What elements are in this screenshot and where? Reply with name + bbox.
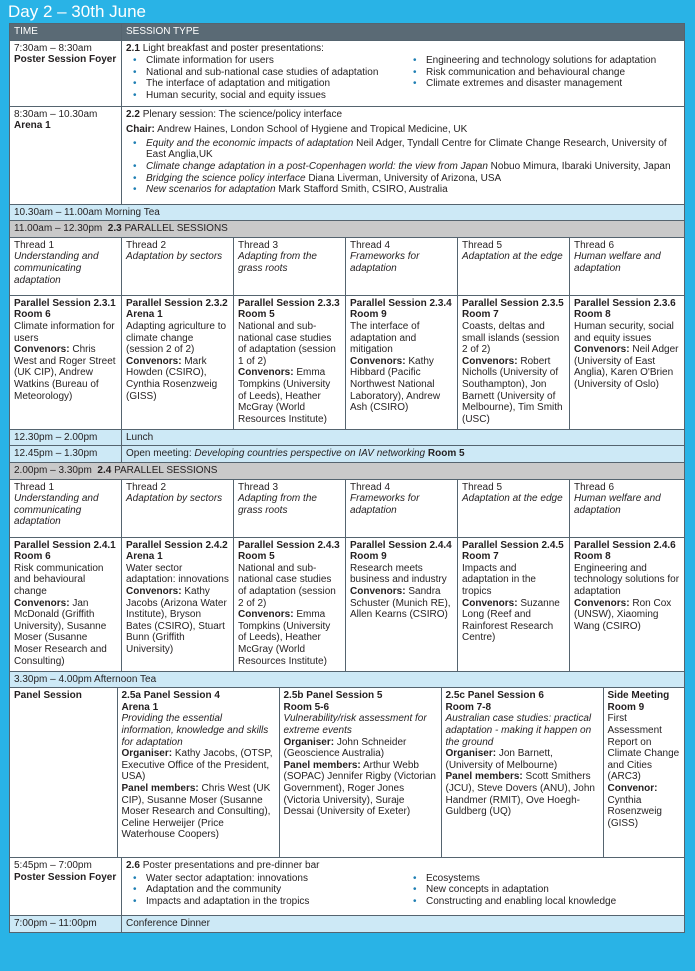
list-item: • Ecosystems bbox=[406, 873, 680, 885]
topic-list bbox=[126, 873, 680, 908]
session-title: Parallel Session 2.4.4 bbox=[350, 539, 452, 551]
panel-container bbox=[10, 688, 685, 858]
list-item: • Impacts and adaptation in the tropics bbox=[126, 896, 400, 908]
session-title: Parallel Session 2.3.2 bbox=[126, 297, 228, 309]
session-title: Parallel Session 2.3.5 bbox=[462, 297, 564, 309]
thread-name: Human welfare and adaptation bbox=[574, 251, 661, 274]
session-topic: National and sub-national case studies of adaptation (session 2 of 2) bbox=[238, 562, 336, 609]
thread-row bbox=[10, 479, 685, 537]
schedule-table bbox=[9, 23, 685, 933]
panel-title: 2.5c Panel Session 6 bbox=[445, 690, 544, 702]
panel-topic: Providing the essential information, knowledge and skills for adaptation bbox=[121, 713, 269, 748]
panel-title: 2.5a Panel Session 4 bbox=[121, 690, 220, 702]
morning-tea: 10.30am – 11.00am Morning Tea bbox=[10, 204, 685, 221]
side-meeting bbox=[603, 688, 685, 857]
list-item: • The interface of adaptation and mitigation bbox=[126, 78, 400, 90]
session-cell bbox=[570, 295, 685, 429]
session-title: Parallel Session 2.3.4 bbox=[350, 297, 452, 309]
panel-members-label: Panel members: bbox=[445, 771, 523, 783]
thread-name: Human welfare and adaptation bbox=[574, 493, 661, 516]
session-room: Room 9 bbox=[350, 309, 387, 321]
thread-cell bbox=[458, 237, 570, 295]
thread-name: Adaptation at the edge bbox=[462, 493, 563, 505]
thread-cell bbox=[122, 237, 234, 295]
time-text: 2.00pm – 3.30pm bbox=[14, 464, 92, 476]
talk-speaker: Diana Liverman, University of Arizona, USA bbox=[308, 172, 502, 184]
organiser: Kathy Jacobs, (OTSP, Executive Office of the President, USA) bbox=[121, 748, 273, 783]
side-meeting-room: Room 9 bbox=[607, 701, 645, 713]
time-header: TIME bbox=[10, 24, 122, 41]
session-room: Room 7 bbox=[462, 309, 499, 321]
session-2-6 bbox=[122, 858, 685, 916]
parallel-2-3-row bbox=[10, 221, 685, 238]
thread-label: Thread 3 bbox=[238, 481, 279, 493]
time-text: 7:30am – 8:30am bbox=[14, 42, 92, 54]
venue: Poster Session Foyer bbox=[14, 54, 117, 66]
list-item: • Climate extremes and disaster management bbox=[406, 78, 680, 90]
session-title: Parallel Session 2.4.2 bbox=[126, 539, 228, 551]
open-meeting-room: Room 5 bbox=[427, 448, 465, 460]
session-topic: Water sector adaptation: innovations bbox=[126, 562, 229, 586]
session-topic: National and sub-national case studies of adaptation (session 1 of 2) bbox=[238, 320, 336, 367]
parallel-2-3-sessions bbox=[10, 295, 685, 429]
thread-label: Thread 2 bbox=[126, 239, 167, 251]
thread-label: Thread 6 bbox=[574, 239, 615, 251]
session-desc: PARALLEL SESSIONS bbox=[124, 223, 228, 235]
time-text: 8:30am – 10.30am bbox=[14, 108, 98, 120]
session-room: Room 9 bbox=[350, 551, 387, 563]
thread-name: Understanding and communicating adaptation bbox=[14, 251, 99, 286]
open-meeting-label: Open meeting: bbox=[126, 448, 192, 460]
thread-label: Thread 1 bbox=[14, 481, 55, 493]
thread-label: Thread 1 bbox=[14, 239, 55, 251]
session-desc: Plenary session: The science/policy interface bbox=[142, 108, 343, 120]
session-number: 2.2 bbox=[126, 108, 140, 120]
time-text: 11.00am – 12.30pm bbox=[14, 223, 103, 235]
time-cell bbox=[10, 40, 122, 106]
list-item bbox=[126, 138, 680, 161]
talk-title: Bridging the science policy interface bbox=[146, 172, 306, 184]
list-item: • Engineering and technology solutions for adaptation bbox=[406, 55, 680, 67]
panel-members-label: Panel members: bbox=[121, 782, 199, 794]
convenors-label: Convenors: bbox=[350, 355, 406, 367]
afternoon-tea: 3.30pm – 4.00pm Afternoon Tea bbox=[10, 671, 685, 688]
thread-cell bbox=[570, 479, 685, 537]
session-cell bbox=[234, 537, 346, 671]
chair-label: Chair: bbox=[126, 124, 155, 136]
panel-members: Chris West (UK CIP), Susanne Moser (Susanne Moser Research and Consulting), Celine Herweijer (Price Waterhouse Coopers) bbox=[121, 782, 271, 841]
session-cell bbox=[458, 537, 570, 671]
panel-b bbox=[279, 688, 441, 857]
convenors: Suzanne Long (Reef and Rainforest Research Centre) bbox=[462, 597, 560, 644]
dinner-label: Conference Dinner bbox=[122, 916, 685, 933]
session-number: 2.1 bbox=[126, 42, 140, 54]
session-title: Parallel Session 2.4.3 bbox=[238, 539, 340, 551]
session-2-1 bbox=[122, 40, 685, 106]
session-desc: PARALLEL SESSIONS bbox=[114, 464, 218, 476]
list-item bbox=[126, 184, 680, 196]
session-type-header: SESSION TYPE bbox=[122, 24, 685, 41]
header-row bbox=[10, 24, 685, 41]
talk-list bbox=[126, 138, 680, 196]
convenors: Ron Cox (UNSW), Xiaoming Wang (CSIRO) bbox=[574, 597, 672, 632]
list-item: • National and sub-national case studies of adaptation bbox=[126, 67, 400, 79]
list-item: • Water sector adaptation: innovations bbox=[126, 873, 400, 885]
open-meeting-title: Developing countries perspective on IAV networking bbox=[194, 448, 426, 460]
convenors: Sandra Schuster (Munich RE), Allen Kearns (CSIRO) bbox=[350, 585, 451, 621]
dinner-row bbox=[10, 916, 685, 933]
session-topic: Human security, social and equity issues bbox=[574, 320, 674, 344]
talk-speaker: Neil Adger, Tyndall Centre for Climate Change Research, University of East Anglia,UK bbox=[146, 137, 667, 161]
topic-list bbox=[126, 55, 680, 101]
thread-label: Thread 2 bbox=[126, 481, 167, 493]
session-cell bbox=[234, 295, 346, 429]
list-item: • Risk communication and behavioural change bbox=[406, 67, 680, 79]
session-room: Room 8 bbox=[574, 309, 611, 321]
talk-title: Climate change adaptation in a post-Copenhagen world: the view from Japan bbox=[146, 160, 488, 172]
panel-title: 2.5b Panel Session 5 bbox=[283, 690, 383, 702]
time-text: 12.30pm – 2.00pm bbox=[10, 429, 122, 446]
session-topic: Engineering and technology solutions for adaptation bbox=[574, 562, 680, 597]
time-cell bbox=[10, 858, 122, 916]
parallel-2-3-header bbox=[10, 221, 685, 238]
session-room: Arena 1 bbox=[126, 551, 163, 563]
session-desc: Light breakfast and poster presentations: bbox=[142, 42, 324, 54]
session-topic: Coasts, deltas and small islands (session 2 of 2) bbox=[462, 320, 560, 356]
talk-title: New scenarios for adaptation bbox=[146, 184, 276, 196]
thread-label: Thread 4 bbox=[350, 239, 391, 251]
convenors-label: Convenors: bbox=[238, 367, 294, 379]
convenors-label: Convenors: bbox=[126, 355, 182, 367]
organiser: Jon Barnett, (University of Melbourne) bbox=[445, 748, 558, 771]
thread-cell bbox=[346, 479, 458, 537]
lunch-label: Lunch bbox=[122, 429, 685, 446]
convenors: Kathy Jacobs (Arizona Water Institute), Bryson Bates (CSIRO), Stuart Bunn (Griffith University) bbox=[126, 585, 227, 655]
session-number: 2.4 bbox=[97, 464, 112, 476]
chair-name: Andrew Haines, London School of Hygiene and Tropical Medicine, UK bbox=[157, 124, 468, 136]
time-cell bbox=[10, 106, 122, 204]
convenors: Kathy Hibbard (Pacific Northwest National Laboratory), Andrew Ash (CSIRO) bbox=[350, 355, 441, 414]
panel-cells bbox=[10, 688, 685, 857]
venue: Poster Session Foyer bbox=[14, 871, 117, 883]
thread-label: Thread 6 bbox=[574, 481, 615, 493]
parallel-2-4-row bbox=[10, 462, 685, 479]
convenors: Robert Nicholls (University of Southampton), Jon Barnett (University of Melbourne), Tim Smith (USC) bbox=[462, 355, 563, 425]
convenors: Emma Tompkins (University of Leeds), Heather McGray (World Resources Institute) bbox=[238, 367, 331, 425]
session-room: Room 5 bbox=[238, 309, 275, 321]
thread-name: Understanding and communicating adaptation bbox=[14, 493, 99, 528]
session-topic: Research meets business and industry bbox=[350, 562, 447, 586]
thread-label: Thread 4 bbox=[350, 481, 391, 493]
thread-cell bbox=[122, 479, 234, 537]
panel-room: Room 5-6 bbox=[283, 701, 330, 713]
convenors-label: Convenors: bbox=[462, 355, 518, 367]
panel-members: Arthur Webb (SOPAC) Jennifer Rigby (Victorian Government), Roger Jones (Victoria University), Suraje Dessai (University of Exeter) bbox=[283, 759, 436, 818]
thread-cell bbox=[10, 479, 122, 537]
convenors-label: Convenors: bbox=[350, 585, 406, 597]
thread-cell bbox=[346, 237, 458, 295]
thread-name: Adaptation by sectors bbox=[126, 493, 223, 505]
convenors: Emma Tompkins (University of Leeds), Heather McGray (World Resources Institute) bbox=[238, 609, 331, 667]
lunch-row bbox=[10, 429, 685, 446]
convenors: Mark Howden (CSIRO), Cynthia Rosenzweig (GISS) bbox=[126, 355, 218, 402]
panel-c bbox=[441, 688, 603, 857]
convenors-label: Convenors: bbox=[238, 609, 294, 621]
session-topic: Risk communication and behavioural change bbox=[14, 562, 104, 597]
thread-name: Frameworks for adaptation bbox=[350, 251, 420, 274]
organiser-label: Organiser: bbox=[445, 748, 497, 760]
session-cell bbox=[122, 537, 234, 671]
session-2-2-row bbox=[10, 106, 685, 204]
session-room: Room 6 bbox=[14, 309, 51, 321]
thread-label: Thread 5 bbox=[462, 239, 503, 251]
session-cell bbox=[346, 537, 458, 671]
panel-label: Panel Session bbox=[14, 690, 82, 702]
session-number: 2.6 bbox=[126, 860, 140, 872]
panel-room: Arena 1 bbox=[121, 701, 159, 713]
thread-cell bbox=[458, 479, 570, 537]
talk-speaker: Mark Stafford Smith, CSIRO, Australia bbox=[278, 184, 448, 196]
convenors-label: Convenors: bbox=[574, 597, 630, 609]
convenors-label: Convenors: bbox=[462, 597, 518, 609]
side-meeting-title: Side Meeting bbox=[607, 690, 670, 702]
thread-name: Frameworks for adaptation bbox=[350, 493, 420, 516]
convenors: Neil Adger (University of East Anglia), Karen O'Brien (University of Oslo) bbox=[574, 344, 679, 390]
time-text: 12.45pm – 1.30pm bbox=[10, 446, 122, 463]
open-meeting-row bbox=[10, 446, 685, 463]
panel-row bbox=[10, 688, 685, 858]
session-title: Parallel Session 2.4.6 bbox=[574, 539, 676, 551]
page-title: Day 2 – 30th June bbox=[8, 2, 146, 21]
list-item: • Constructing and enabling local knowledge bbox=[406, 896, 680, 908]
thread-cell bbox=[234, 237, 346, 295]
organiser-label: Organiser: bbox=[121, 748, 173, 760]
convenors-label: Convenors: bbox=[14, 344, 70, 356]
convenor: Cynthia Rosenzweig (GISS) bbox=[607, 794, 662, 829]
list-item: • Climate information for users bbox=[126, 55, 400, 67]
panel-a bbox=[117, 688, 279, 857]
session-2-6-row bbox=[10, 858, 685, 916]
thread-name: Adaptation at the edge bbox=[462, 251, 563, 263]
session-2-1-row bbox=[10, 40, 685, 106]
session-cell bbox=[122, 295, 234, 429]
session-cell bbox=[10, 295, 122, 429]
session-title: Parallel Session 2.3.3 bbox=[238, 297, 340, 309]
session-topic: Impacts and adaptation in the tropics bbox=[462, 562, 536, 597]
session-2-2 bbox=[122, 106, 685, 204]
time-text: 7:00pm – 11:00pm bbox=[10, 916, 122, 933]
session-topic: Climate information for users bbox=[14, 320, 115, 344]
list-item: • Human security, social and equity issues bbox=[126, 90, 400, 102]
session-cell bbox=[570, 537, 685, 671]
list-item bbox=[126, 161, 680, 173]
convenors-label: Convenors: bbox=[574, 344, 630, 356]
thread-name: Adapting from the grass roots bbox=[238, 493, 317, 516]
panel-members-label: Panel members: bbox=[283, 759, 361, 771]
session-desc: Poster presentations and pre-dinner bar bbox=[142, 860, 320, 872]
panel-table bbox=[10, 688, 685, 857]
thread-label: Thread 3 bbox=[238, 239, 279, 251]
session-number: 2.3 bbox=[107, 223, 122, 235]
session-title: Parallel Session 2.4.1 bbox=[14, 539, 116, 551]
session-cell bbox=[458, 295, 570, 429]
panel-topic: Australian case studies: practical adaptation - making it happen on the ground bbox=[445, 713, 592, 748]
organiser: John Schneider (Geoscience Australia) bbox=[283, 736, 407, 760]
open-meeting bbox=[122, 446, 685, 463]
organiser-label: Organiser: bbox=[283, 736, 335, 748]
session-room: Room 6 bbox=[14, 551, 51, 563]
list-item: • New concepts in adaptation bbox=[406, 884, 680, 896]
thread-label: Thread 5 bbox=[462, 481, 503, 493]
session-title: Parallel Session 2.3.6 bbox=[574, 297, 676, 309]
list-item: • Adaptation and the community bbox=[126, 884, 400, 896]
convenor-label: Convenor: bbox=[607, 782, 658, 794]
thread-name: Adaptation by sectors bbox=[126, 251, 223, 263]
session-room: Room 5 bbox=[238, 551, 275, 563]
panel-room: Room 7-8 bbox=[445, 701, 492, 713]
convenors-label: Convenors: bbox=[14, 597, 70, 609]
panel-topic: Vulnerability/risk assessment for extreme events bbox=[283, 713, 427, 736]
thread-cell bbox=[570, 237, 685, 295]
schedule bbox=[9, 23, 684, 933]
session-room: Room 7 bbox=[462, 551, 499, 563]
session-room: Arena 1 bbox=[126, 309, 163, 321]
afternoon-tea-row bbox=[10, 671, 685, 688]
venue: Arena 1 bbox=[14, 120, 51, 132]
time-text: 5:45pm – 7:00pm bbox=[14, 860, 92, 872]
session-title: Parallel Session 2.4.5 bbox=[462, 539, 564, 551]
session-cell bbox=[346, 295, 458, 429]
parallel-2-4-sessions bbox=[10, 537, 685, 671]
thread-cell bbox=[10, 237, 122, 295]
side-meeting-topic: First Assessment Report on Climate Change and Cities (ARC3) bbox=[607, 713, 680, 783]
list-item bbox=[126, 173, 680, 185]
session-cell bbox=[10, 537, 122, 671]
session-topic: Adapting agriculture to climate change (session 2 of 2) bbox=[126, 320, 227, 356]
session-room: Room 8 bbox=[574, 551, 611, 563]
parallel-2-4-header bbox=[10, 462, 685, 479]
convenors: Chris West and Roger Street (UK CIP), Andrew Watkins (Bureau of Meteorology) bbox=[14, 344, 116, 402]
thread-row bbox=[10, 237, 685, 295]
thread-name: Adapting from the grass roots bbox=[238, 251, 317, 274]
morning-tea-row bbox=[10, 204, 685, 221]
talk-speaker: Nobuo Mimura, Ibaraki University, Japan bbox=[490, 160, 671, 172]
panel-label-cell bbox=[10, 688, 117, 857]
session-title: Parallel Session 2.3.1 bbox=[14, 297, 116, 309]
panel-members: Scott Smithers (JCU), Steve Dovers (ANU), John Handmer (RMIT), Ove Hoegh-Guldberg (UQ) bbox=[445, 771, 595, 818]
convenors: Jan McDonald (Griffith University), Susanne Moser (Susanne Moser Research and Consulting) bbox=[14, 597, 107, 667]
session-topic: The interface of adaptation and mitigation bbox=[350, 320, 420, 356]
talk-title: Equity and the economic impacts of adaptation bbox=[146, 137, 354, 149]
thread-cell bbox=[234, 479, 346, 537]
convenors-label: Convenors: bbox=[126, 585, 182, 597]
